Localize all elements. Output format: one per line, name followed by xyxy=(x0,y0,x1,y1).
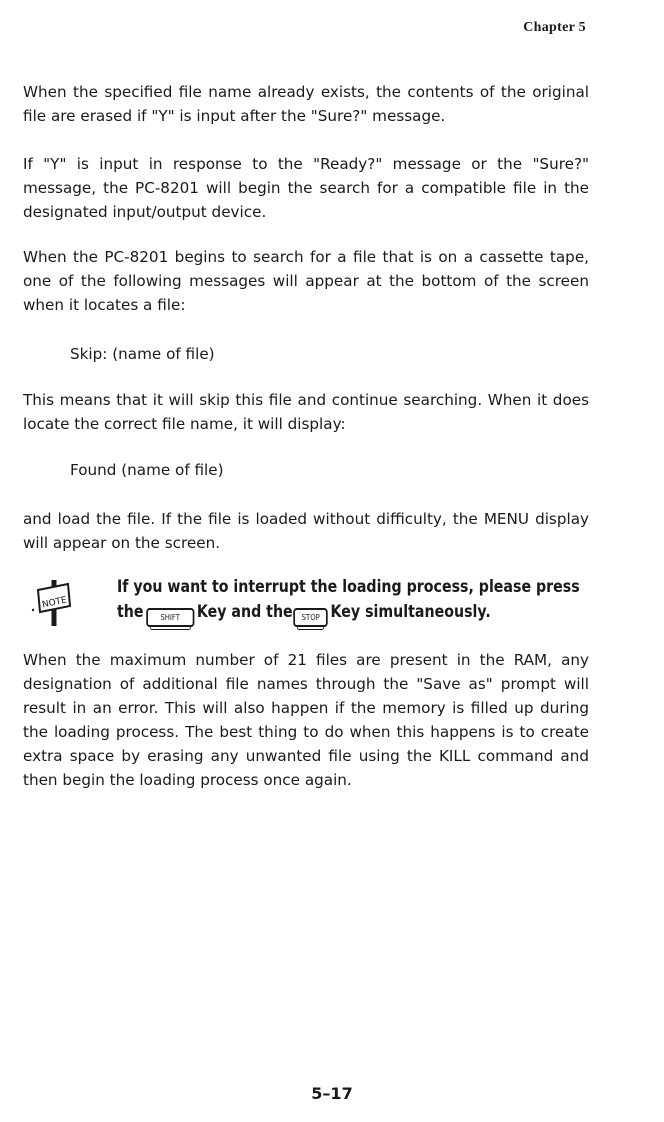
note-icon-label: NOTE xyxy=(41,595,68,611)
paragraph-search-start: If "Y" is input in response to the "Ready?" message or the "Sure?" message, the PC-8201 will begin the search for a compatible file in the designated input/output device. xyxy=(23,155,589,221)
shift-key-icon: SHIFT xyxy=(146,608,194,627)
chapter-header: Chapter 5 xyxy=(523,20,586,35)
page-number: 5–17 xyxy=(311,1084,353,1103)
paragraph-skip-explanation: This means that it will skip this file and continue searching. When it does locate the correct file name, it will display: xyxy=(23,391,589,433)
paragraph-max-files: When the maximum number of 21 files are present in the RAM, any designation of additional file names through the "Save as" prompt will result in an error. This will also happen if the memory is filled up during the loading process. The best thing to do when this happens is to create extra space by erasing any unwanted file using the KILL command and then begin the loading process once again. xyxy=(23,651,589,789)
example-skip-message: Skip: (name of file) xyxy=(70,345,215,363)
paragraph-file-exists: When the specified file name already exists, the contents of the original file are erased if "Y" is input after the "Sure?" message. xyxy=(23,83,589,125)
note-key-simultaneously: Key simultaneously. xyxy=(330,602,491,621)
note-the: the xyxy=(117,602,144,621)
note-text xyxy=(117,574,580,627)
note-key-and-the: Key and the xyxy=(196,602,293,621)
stop-key-icon: STOP xyxy=(294,608,328,627)
paragraph-cassette-search: When the PC-8201 begins to search for a file that is on a cassette tape, one of the following messages will appear at the bottom of the screen when it locates a file: xyxy=(23,248,589,314)
example-found-message: Found (name of file) xyxy=(70,461,224,479)
note-line-1: If you want to interrupt the loading process, please press xyxy=(117,577,580,596)
note-icon xyxy=(28,578,78,628)
paragraph-load-file: and load the file. If the file is loaded without difficulty, the MENU display will appear on the screen. xyxy=(23,510,589,552)
note-line-2 xyxy=(117,599,530,627)
